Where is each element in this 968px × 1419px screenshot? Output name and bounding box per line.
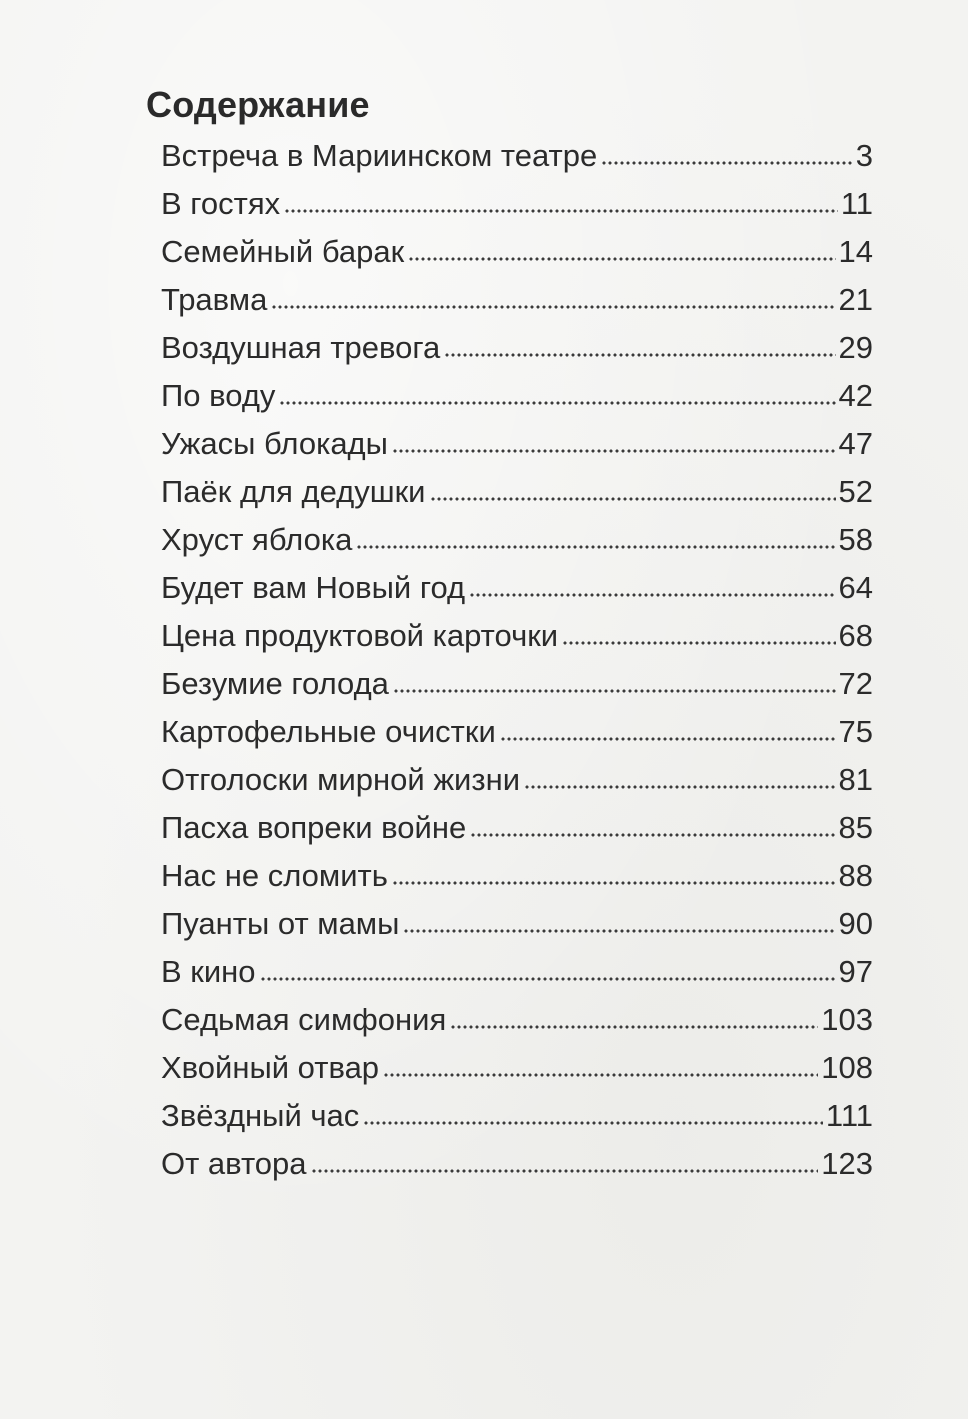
toc-entry-page-number: 108 [821, 1050, 873, 1085]
toc-entry [161, 708, 873, 756]
dot-leader [356, 540, 835, 550]
toc-entry-page-number: 123 [821, 1146, 873, 1181]
dot-leader [430, 492, 836, 502]
dot-leader [469, 588, 835, 598]
toc-entry [161, 132, 873, 180]
dot-leader [601, 156, 853, 166]
toc-entry-page-number: 3 [855, 138, 873, 173]
toc-entry-title: Звёздный час [161, 1098, 360, 1133]
toc-entry-title: Травма [161, 282, 268, 317]
toc-entry-page-number: 90 [838, 906, 873, 941]
dot-leader [284, 204, 838, 214]
toc-entry-page-number: 58 [838, 522, 873, 557]
toc-entry-page-number: 47 [838, 426, 873, 461]
toc-entry-title: Седьмая симфония [161, 1002, 447, 1037]
toc-entry-title: Ужасы блокады [161, 426, 388, 461]
dot-leader [403, 924, 835, 934]
dot-leader [392, 876, 836, 886]
toc-entry-title: От автора [161, 1146, 307, 1181]
toc-entry-page-number: 72 [838, 666, 873, 701]
toc-entry-title: Цена продуктовой карточки [161, 618, 559, 653]
toc-entry [161, 996, 873, 1044]
dot-leader [383, 1068, 818, 1078]
toc-entry [161, 612, 873, 660]
toc-entry-title: Пасха вопреки войне [161, 810, 467, 845]
dot-leader [393, 684, 836, 694]
toc-entry-title: Встреча в Мариинском театре [161, 138, 598, 173]
toc-entry-title: По воду [161, 378, 276, 413]
toc-entry-title: Семейный барак [161, 234, 405, 269]
toc-entry [161, 1044, 873, 1092]
toc-entry-page-number: 11 [840, 186, 873, 221]
dot-leader [450, 1020, 818, 1030]
toc-entry-page-number: 103 [821, 1002, 873, 1037]
toc-entry [161, 468, 873, 516]
toc-entry-title: Хруст яблока [161, 522, 353, 557]
toc-entry-page-number: 14 [838, 234, 873, 269]
toc-entry [161, 324, 873, 372]
toc-entry [161, 1092, 873, 1140]
toc-entry-title: Хвойный отвар [161, 1050, 380, 1085]
toc-entry [161, 276, 873, 324]
toc-entry-page-number: 21 [838, 282, 873, 317]
dot-leader [271, 300, 835, 310]
toc-entry [161, 564, 873, 612]
dot-leader [500, 732, 836, 742]
toc-entry-page-number: 88 [838, 858, 873, 893]
toc-entry-page-number: 75 [838, 714, 873, 749]
toc-entry-title: Пуанты от мамы [161, 906, 400, 941]
toc-entry-title: Нас не сломить [161, 858, 388, 893]
dot-leader [392, 444, 836, 454]
toc-entry-title: Картофельные очистки [161, 714, 496, 749]
toc-entry [161, 372, 873, 420]
toc-entry-title: В гостях [161, 186, 281, 221]
dot-leader [444, 348, 835, 358]
toc-entry-title: В кино [161, 954, 256, 989]
toc-entry-title: Воздушная тревога [161, 330, 441, 365]
toc-entry-title: Отголоски мирной жизни [161, 762, 521, 797]
toc-entry-page-number: 64 [838, 570, 873, 605]
toc-entry [161, 756, 873, 804]
toc-entry [161, 804, 873, 852]
toc-entry-page-number: 97 [838, 954, 873, 989]
dot-leader [470, 828, 835, 838]
toc-entry [161, 420, 873, 468]
toc-entry-page-number: 42 [838, 378, 873, 413]
dot-leader [279, 396, 835, 406]
dot-leader [363, 1116, 823, 1126]
toc-entry [161, 852, 873, 900]
toc-entry-page-number: 29 [838, 330, 873, 365]
toc-entry [161, 948, 873, 996]
dot-leader [311, 1164, 819, 1174]
toc-entry-page-number: 52 [838, 474, 873, 509]
toc-entry-title: Паёк для дедушки [161, 474, 426, 509]
table-of-contents [161, 132, 873, 1188]
toc-entry [161, 228, 873, 276]
dot-leader [562, 636, 835, 646]
toc-entry-page-number: 85 [838, 810, 873, 845]
toc-entry-title: Безумие голода [161, 666, 389, 701]
toc-entry [161, 660, 873, 708]
toc-entry-page-number: 81 [838, 762, 873, 797]
dot-leader [260, 972, 836, 982]
toc-entry-title: Будет вам Новый год [161, 570, 466, 605]
dot-leader [408, 252, 835, 262]
dot-leader [524, 780, 835, 790]
toc-heading: Содержание [146, 84, 370, 125]
toc-entry-page-number: 68 [838, 618, 873, 653]
toc-entry [161, 1140, 873, 1188]
toc-entry [161, 516, 873, 564]
toc-entry [161, 900, 873, 948]
toc-entry-page-number: 111 [825, 1098, 873, 1133]
toc-entry [161, 180, 873, 228]
